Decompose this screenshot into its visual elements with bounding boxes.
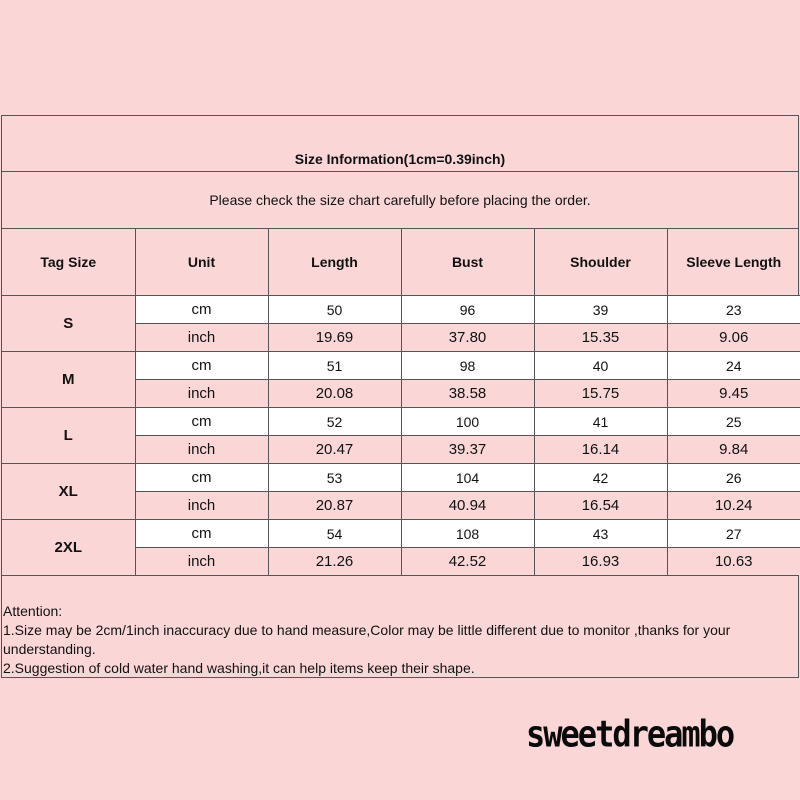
unit-cell: inch (135, 380, 268, 408)
bust-cell: 100 (401, 408, 534, 436)
shoulder-cell: 39 (534, 296, 667, 324)
attention-note-1: 1.Size may be 2cm/1inch inaccuracy due to hand measure,Color may be little different due to monitor ,thanks for your understanding. (3, 622, 731, 657)
bust-cell: 38.58 (401, 380, 534, 408)
shoulder-cell: 40 (534, 352, 667, 380)
tag-size-cell: S (2, 296, 135, 352)
attention-section (2, 575, 798, 677)
attention-notes (2, 602, 798, 678)
length-cell: 20.08 (268, 380, 401, 408)
sleeve-cell: 24 (667, 352, 800, 380)
bust-cell: 98 (401, 352, 534, 380)
attention-note-2: 2.Suggestion of cold water hand washing,it can help items keep their shape. (3, 660, 475, 676)
header-sleeve-length: Sleeve Length (667, 229, 800, 296)
bust-cell: 40.94 (401, 492, 534, 520)
length-cell: 51 (268, 352, 401, 380)
sleeve-cell: 25 (667, 408, 800, 436)
unit-cell: inch (135, 492, 268, 520)
table-row (2, 352, 800, 380)
shoulder-cell: 41 (534, 408, 667, 436)
sleeve-cell: 27 (667, 520, 800, 548)
sleeve-cell: 10.24 (667, 492, 800, 520)
sleeve-cell: 23 (667, 296, 800, 324)
unit-cell: inch (135, 324, 268, 352)
length-cell: 52 (268, 408, 401, 436)
header-tag-size: Tag Size (2, 229, 135, 296)
tag-size-cell: XL (2, 464, 135, 520)
header-length: Length (268, 229, 401, 296)
sleeve-cell: 9.06 (667, 324, 800, 352)
table-row (2, 520, 800, 548)
tag-size-cell: 2XL (2, 520, 135, 576)
attention-heading: Attention: (3, 603, 63, 619)
header-unit: Unit (135, 229, 268, 296)
header-row (2, 229, 800, 296)
sleeve-cell: 9.84 (667, 436, 800, 464)
length-cell: 54 (268, 520, 401, 548)
length-cell: 20.87 (268, 492, 401, 520)
sleeve-cell: 26 (667, 464, 800, 492)
title-row (2, 116, 798, 172)
unit-cell: cm (135, 296, 268, 324)
shoulder-cell: 16.14 (534, 436, 667, 464)
unit-cell: inch (135, 548, 268, 576)
length-cell: 19.69 (268, 324, 401, 352)
size-table (2, 229, 800, 575)
table-row (2, 464, 800, 492)
length-cell: 50 (268, 296, 401, 324)
unit-cell: inch (135, 436, 268, 464)
unit-cell: cm (135, 520, 268, 548)
shoulder-cell: 15.35 (534, 324, 667, 352)
chart-title: Size Information(1cm=0.39inch) (294, 151, 506, 167)
brand-watermark: sweetdreambo (526, 712, 734, 756)
tag-size-cell: M (2, 352, 135, 408)
bust-cell: 37.80 (401, 324, 534, 352)
subtitle-row (2, 172, 798, 229)
sleeve-cell: 9.45 (667, 380, 800, 408)
header-shoulder: Shoulder (534, 229, 667, 296)
length-cell: 20.47 (268, 436, 401, 464)
unit-cell: cm (135, 352, 268, 380)
bust-cell: 39.37 (401, 436, 534, 464)
tag-size-cell: L (2, 408, 135, 464)
unit-cell: cm (135, 464, 268, 492)
length-cell: 53 (268, 464, 401, 492)
bust-cell: 104 (401, 464, 534, 492)
table-row (2, 408, 800, 436)
shoulder-cell: 43 (534, 520, 667, 548)
shoulder-cell: 16.93 (534, 548, 667, 576)
sleeve-cell: 10.63 (667, 548, 800, 576)
table-row (2, 296, 800, 324)
bust-cell: 42.52 (401, 548, 534, 576)
chart-subtitle: Please check the size chart carefully before placing the order. (209, 192, 591, 208)
shoulder-cell: 15.75 (534, 380, 667, 408)
bust-cell: 96 (401, 296, 534, 324)
bust-cell: 108 (401, 520, 534, 548)
shoulder-cell: 16.54 (534, 492, 667, 520)
header-bust: Bust (401, 229, 534, 296)
size-chart (1, 115, 799, 678)
unit-cell: cm (135, 408, 268, 436)
length-cell: 21.26 (268, 548, 401, 576)
shoulder-cell: 42 (534, 464, 667, 492)
